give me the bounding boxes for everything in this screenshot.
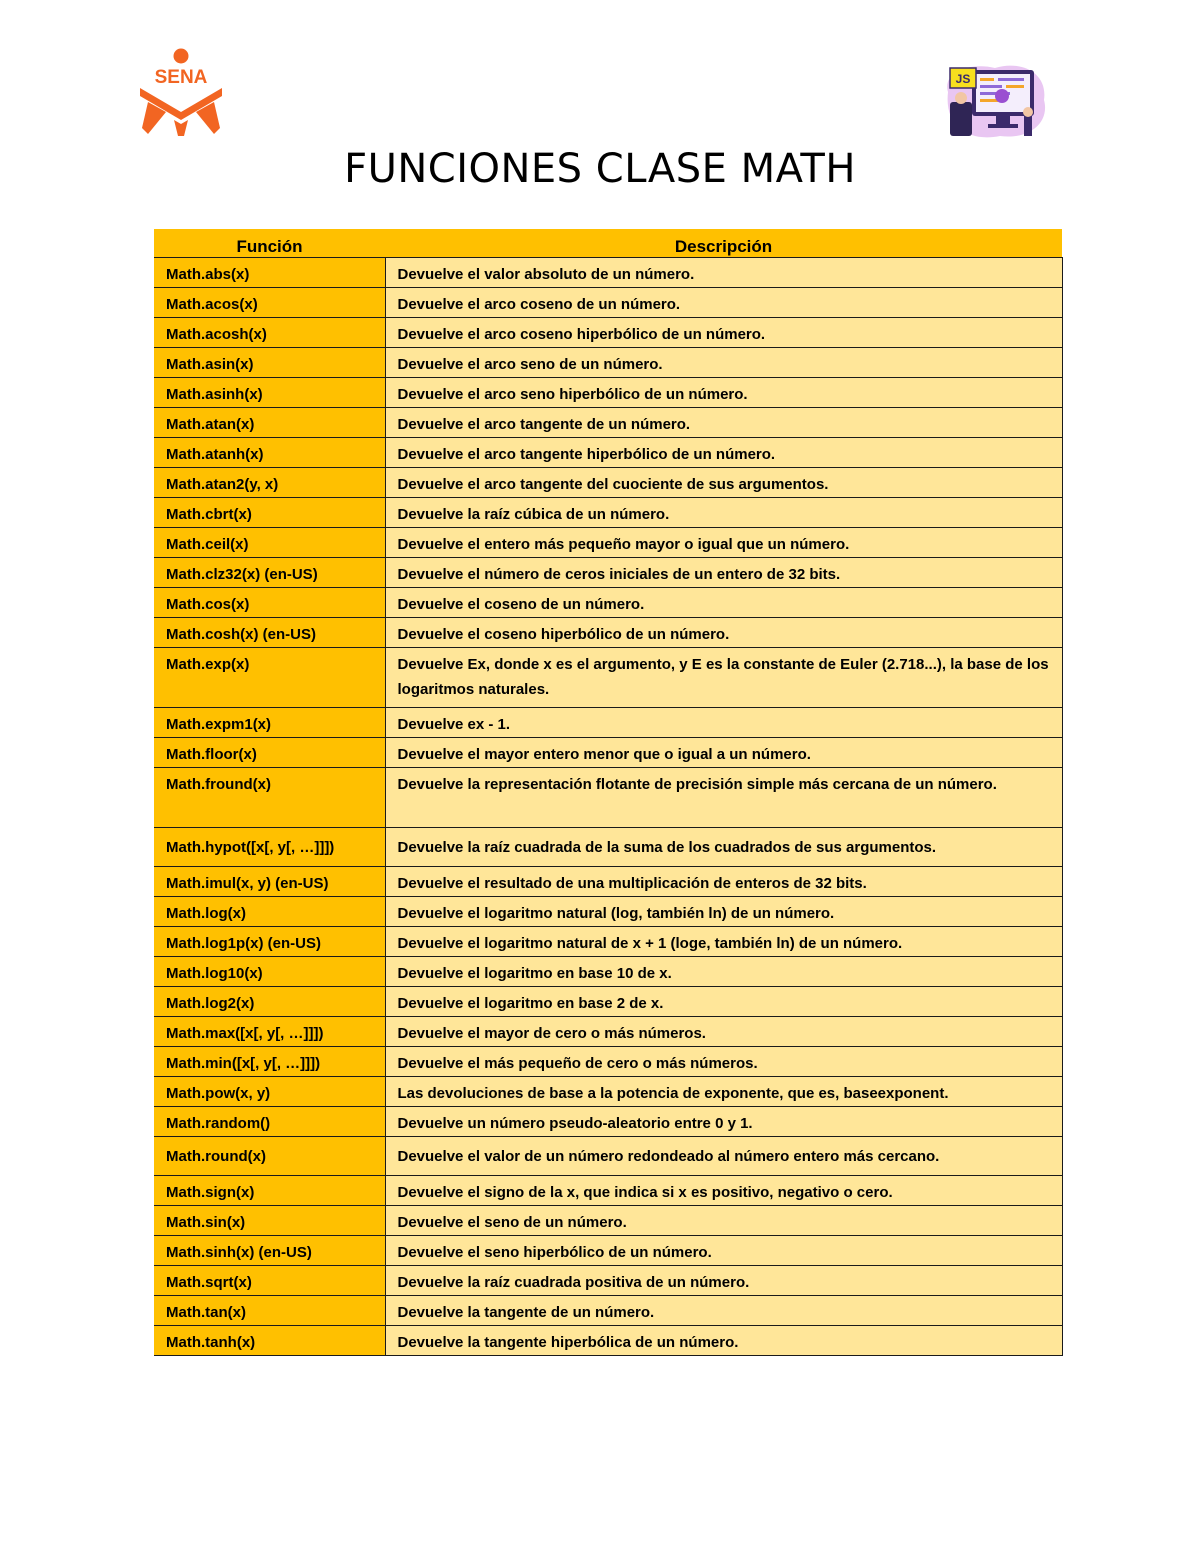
function-description-cell: Devuelve la tangente de un número. bbox=[385, 1296, 1062, 1326]
function-name-cell: Math.sign(x) bbox=[154, 1176, 385, 1206]
function-name-cell: Math.tanh(x) bbox=[154, 1326, 385, 1356]
js-badge-text: JS bbox=[955, 72, 971, 86]
function-description-cell: Devuelve el logaritmo natural de x + 1 (loge, también ln) de un número. bbox=[385, 927, 1062, 957]
function-description-cell: Las devoluciones de base a la potencia de exponente, que es, baseexponent. bbox=[385, 1077, 1062, 1107]
table-row bbox=[154, 1266, 1062, 1296]
function-name-cell: Math.log2(x) bbox=[154, 987, 385, 1017]
function-description-cell: Devuelve el logaritmo en base 10 de x. bbox=[385, 957, 1062, 987]
function-name-cell: Math.sin(x) bbox=[154, 1206, 385, 1236]
function-name-cell: Math.round(x) bbox=[154, 1137, 385, 1176]
table-row bbox=[154, 927, 1062, 957]
function-description-cell: Devuelve el signo de la x, que indica si x es positivo, negativo o cero. bbox=[385, 1176, 1062, 1206]
table-body bbox=[154, 258, 1062, 1356]
table-row bbox=[154, 708, 1062, 738]
function-name-cell: Math.expm1(x) bbox=[154, 708, 385, 738]
table-row bbox=[154, 1296, 1062, 1326]
table-row bbox=[154, 258, 1062, 288]
function-description-cell: Devuelve el valor absoluto de un número. bbox=[385, 258, 1062, 288]
function-name-cell: Math.cbrt(x) bbox=[154, 498, 385, 528]
function-description-cell: Devuelve el arco seno hiperbólico de un número. bbox=[385, 378, 1062, 408]
function-name-cell: Math.cosh(x) (en-US) bbox=[154, 618, 385, 648]
function-description-cell: Devuelve el logaritmo en base 2 de x. bbox=[385, 987, 1062, 1017]
table-row bbox=[154, 1107, 1062, 1137]
header-funcion: Función bbox=[154, 229, 385, 258]
table-row bbox=[154, 1176, 1062, 1206]
function-name-cell: Math.ceil(x) bbox=[154, 528, 385, 558]
table-row bbox=[154, 468, 1062, 498]
function-name-cell: Math.atanh(x) bbox=[154, 438, 385, 468]
function-description-cell: Devuelve la raíz cuadrada positiva de un número. bbox=[385, 1266, 1062, 1296]
function-name-cell: Math.cos(x) bbox=[154, 588, 385, 618]
table-row bbox=[154, 957, 1062, 987]
function-description-cell: Devuelve la raíz cuadrada de la suma de los cuadrados de sus argumentos. bbox=[385, 828, 1062, 867]
function-description-cell: Devuelve el seno de un número. bbox=[385, 1206, 1062, 1236]
table-row bbox=[154, 348, 1062, 378]
table-row bbox=[154, 288, 1062, 318]
function-name-cell: Math.abs(x) bbox=[154, 258, 385, 288]
table-row bbox=[154, 588, 1062, 618]
function-description-cell: Devuelve el más pequeño de cero o más números. bbox=[385, 1047, 1062, 1077]
table-header-row bbox=[154, 229, 1062, 258]
table-row bbox=[154, 498, 1062, 528]
sena-logo bbox=[134, 48, 228, 138]
header-descripcion: Descripción bbox=[385, 229, 1062, 258]
table-row bbox=[154, 408, 1062, 438]
function-name-cell: Math.sqrt(x) bbox=[154, 1266, 385, 1296]
table-row bbox=[154, 1047, 1062, 1077]
table-row bbox=[154, 1326, 1062, 1356]
table-row bbox=[154, 648, 1062, 708]
table-row bbox=[154, 897, 1062, 927]
function-description-cell: Devuelve el arco coseno de un número. bbox=[385, 288, 1062, 318]
table-row bbox=[154, 378, 1062, 408]
function-name-cell: Math.pow(x, y) bbox=[154, 1077, 385, 1107]
function-description-cell: Devuelve el coseno de un número. bbox=[385, 588, 1062, 618]
function-name-cell: Math.tan(x) bbox=[154, 1296, 385, 1326]
function-name-cell: Math.asinh(x) bbox=[154, 378, 385, 408]
table-row bbox=[154, 318, 1062, 348]
table-row bbox=[154, 1017, 1062, 1047]
function-description-cell: Devuelve el mayor de cero o más números. bbox=[385, 1017, 1062, 1047]
function-description-cell: Devuelve el arco coseno hiperbólico de un número. bbox=[385, 318, 1062, 348]
sena-logo-text: SENA bbox=[154, 67, 208, 88]
table-row bbox=[154, 438, 1062, 468]
function-description-cell: Devuelve el arco tangente del cuociente de sus argumentos. bbox=[385, 468, 1062, 498]
table-row bbox=[154, 768, 1062, 828]
function-description-cell: Devuelve un número pseudo-aleatorio entre 0 y 1. bbox=[385, 1107, 1062, 1137]
function-name-cell: Math.imul(x, y) (en-US) bbox=[154, 867, 385, 897]
function-name-cell: Math.max([x[, y[, …]]]) bbox=[154, 1017, 385, 1047]
function-description-cell: Devuelve la raíz cúbica de un número. bbox=[385, 498, 1062, 528]
function-name-cell: Math.log10(x) bbox=[154, 957, 385, 987]
function-description-cell: Devuelve el seno hiperbólico de un número. bbox=[385, 1236, 1062, 1266]
table-row bbox=[154, 1206, 1062, 1236]
function-description-cell: Devuelve el arco seno de un número. bbox=[385, 348, 1062, 378]
function-description-cell: Devuelve ex - 1. bbox=[385, 708, 1062, 738]
function-description-cell: Devuelve el coseno hiperbólico de un número. bbox=[385, 618, 1062, 648]
function-description-cell: Devuelve la tangente hiperbólica de un número. bbox=[385, 1326, 1062, 1356]
function-name-cell: Math.min([x[, y[, …]]]) bbox=[154, 1047, 385, 1077]
table-row bbox=[154, 558, 1062, 588]
function-description-cell: Devuelve el logaritmo natural (log, también ln) de un número. bbox=[385, 897, 1062, 927]
function-name-cell: Math.log1p(x) (en-US) bbox=[154, 927, 385, 957]
function-description-cell: Devuelve el número de ceros iniciales de un entero de 32 bits. bbox=[385, 558, 1062, 588]
function-description-cell: Devuelve la representación flotante de precisión simple más cercana de un número. bbox=[385, 768, 1062, 828]
table-row bbox=[154, 618, 1062, 648]
function-name-cell: Math.atan2(y, x) bbox=[154, 468, 385, 498]
function-name-cell: Math.acosh(x) bbox=[154, 318, 385, 348]
function-description-cell: Devuelve Ex, donde x es el argumento, y E es la constante de Euler (2.718...), la base de los logaritmos naturales. bbox=[385, 648, 1062, 708]
function-description-cell: Devuelve el mayor entero menor que o igual a un número. bbox=[385, 738, 1062, 768]
table-row bbox=[154, 867, 1062, 897]
function-name-cell: Math.acos(x) bbox=[154, 288, 385, 318]
table-row bbox=[154, 528, 1062, 558]
javascript-illustration bbox=[940, 62, 1050, 142]
function-name-cell: Math.log(x) bbox=[154, 897, 385, 927]
function-description-cell: Devuelve el arco tangente de un número. bbox=[385, 408, 1062, 438]
table-row bbox=[154, 987, 1062, 1017]
function-name-cell: Math.floor(x) bbox=[154, 738, 385, 768]
function-name-cell: Math.clz32(x) (en-US) bbox=[154, 558, 385, 588]
function-description-cell: Devuelve el arco tangente hiperbólico de un número. bbox=[385, 438, 1062, 468]
table-row bbox=[154, 1137, 1062, 1176]
function-name-cell: Math.random() bbox=[154, 1107, 385, 1137]
table-row bbox=[154, 828, 1062, 867]
function-description-cell: Devuelve el resultado de una multiplicación de enteros de 32 bits. bbox=[385, 867, 1062, 897]
function-name-cell: Math.asin(x) bbox=[154, 348, 385, 378]
function-name-cell: Math.hypot([x[, y[, …]]]) bbox=[154, 828, 385, 867]
function-name-cell: Math.exp(x) bbox=[154, 648, 385, 708]
function-name-cell: Math.fround(x) bbox=[154, 768, 385, 828]
table-row bbox=[154, 1077, 1062, 1107]
math-functions-table bbox=[154, 229, 1063, 1356]
function-name-cell: Math.sinh(x) (en-US) bbox=[154, 1236, 385, 1266]
function-description-cell: Devuelve el entero más pequeño mayor o igual que un número. bbox=[385, 528, 1062, 558]
function-name-cell: Math.atan(x) bbox=[154, 408, 385, 438]
table-row bbox=[154, 738, 1062, 768]
page-title: FUNCIONES CLASE MATH bbox=[344, 146, 856, 192]
function-description-cell: Devuelve el valor de un número redondeado al número entero más cercano. bbox=[385, 1137, 1062, 1176]
table-row bbox=[154, 1236, 1062, 1266]
